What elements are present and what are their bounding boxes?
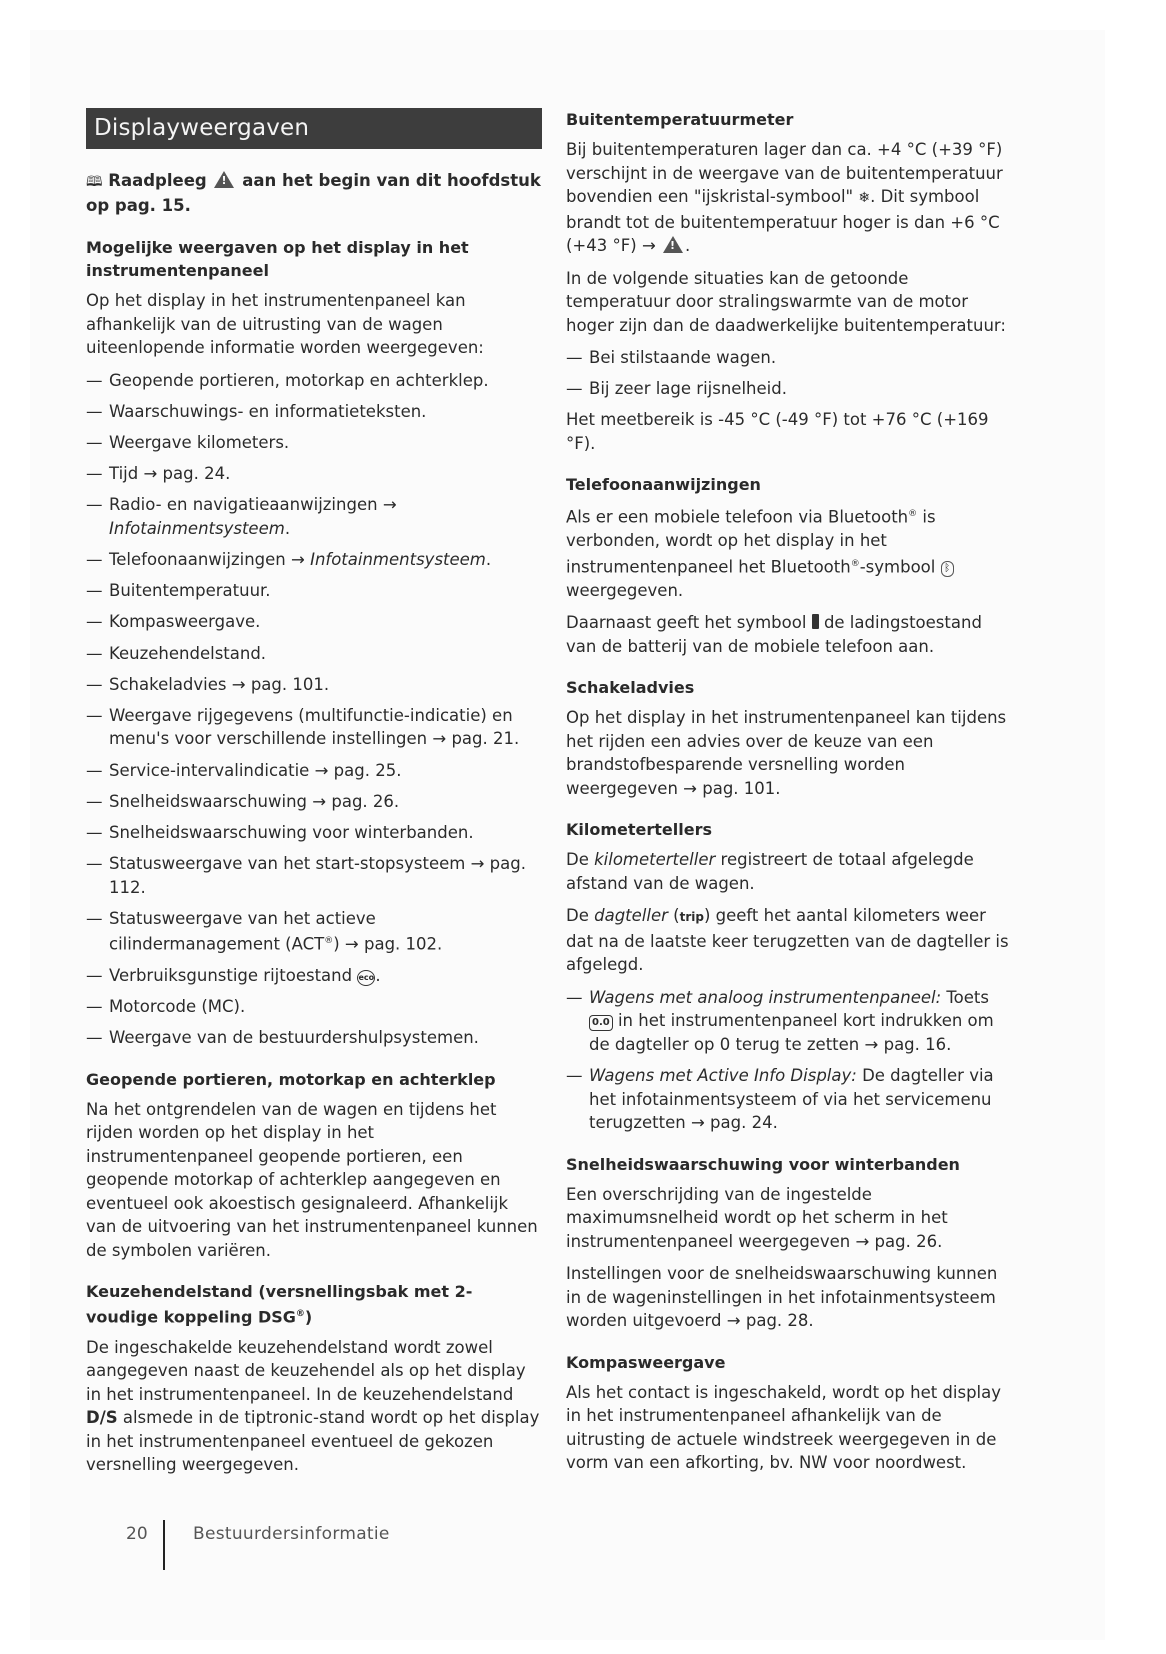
book-icon: 🕮: [86, 174, 103, 190]
odo-list: [566, 986, 1014, 1135]
manual-page: [30, 30, 1105, 1640]
phone-paragraph-2: Daarnaast geeft het symbool de ladingstoestand van de batterij van de mobiele telefoon aan.: [566, 613, 982, 656]
section-heading-possible-displays: Mogelijke weergaven op het display in het instrumentenpaneel: [86, 238, 469, 280]
list-item: — Service-intervalindicatie → pag. 25.: [86, 759, 542, 783]
page-number: 20: [126, 1524, 148, 1544]
footer-divider: [163, 1520, 165, 1570]
list-item: — Bei stilstaande wagen.: [566, 346, 1014, 370]
page-link[interactable]: pag. 26.: [874, 1231, 943, 1251]
arrow-icon: →: [291, 549, 305, 569]
arrow-icon: →: [143, 464, 158, 484]
page-link[interactable]: pag. 101.: [250, 674, 330, 694]
page-link[interactable]: pag. 101.: [702, 778, 781, 798]
page-link[interactable]: pag. 26.: [331, 791, 400, 811]
list-item: — Waarschuwings- en informatieteksten.: [86, 400, 542, 424]
arrow-icon: →: [641, 236, 656, 255]
list-item: — Geopende portieren, motorkap en achterklep.: [86, 369, 542, 393]
temp-list: [566, 346, 1014, 401]
display-list: [86, 369, 542, 1050]
list-item: — Verbruiksgunstige rijtoestand eco.: [86, 964, 542, 988]
arrow-icon: →: [231, 674, 246, 694]
cross-reference-link[interactable]: Infotainmentsysteem: [109, 518, 285, 538]
temp-paragraph-3: Het meetbereik is -45 °C (-49 °F) tot +76 °C (+169 °F).: [566, 410, 989, 453]
compass-paragraph: Als het contact is ingeschakeld, wordt op het display in het instrumentenpaneel afhankelijk van de uitrusting de actuele windstreek weergegeven in de vorm van een afkorting, bv. NW voor noordwest.: [566, 1382, 1002, 1473]
list-item: — Radio- en navigatieaanwijzingen → Infotainmentsysteem.: [86, 493, 542, 540]
list-item: — Schakeladvies → pag. 101.: [86, 673, 542, 697]
arrow-icon: →: [690, 1113, 705, 1133]
section-heading-winter-tyres: Snelheidswaarschuwing voor winterbanden: [566, 1154, 960, 1174]
warning-triangle-icon: [214, 171, 234, 188]
list-item: — Bij zeer lage rijsnelheid.: [566, 377, 1014, 401]
page-link[interactable]: pag. 21.: [451, 729, 520, 749]
arrow-icon: →: [432, 729, 447, 749]
section-body-doors: Na het ontgrendelen van de wagen en tijdens het rijden worden op het display in het instrumentenpaneel geopende portieren, een geopende motorkap of achterklep aangegeven en eventueel ook akoestisch gesignaleerd. Afhankelijk van de uitvoering van het instrumentenpaneel kunnen de symbolen variëren.: [86, 1099, 538, 1260]
winter-paragraph-2: Instellingen voor de snelheidswaarschuwing kunnen in de wageninstellingen in het infotainmentsysteem worden uitgevoerd → pag. 28.: [566, 1264, 998, 1331]
page-link[interactable]: pag. 24.: [162, 464, 231, 484]
section-heading-temperature: Buitentemperatuurmeter: [566, 110, 794, 129]
list-item: — Weergave rijgegevens (multifunctie-indicatie) en menu's voor verschillende instellingen → pag. 21.: [86, 704, 542, 751]
arrow-icon: →: [314, 760, 329, 780]
page-link[interactable]: pag. 102.: [363, 934, 443, 954]
reset-key-icon: 0.0: [589, 1015, 613, 1031]
page-link[interactable]: pag. 112.: [109, 854, 526, 897]
list-item: — Buitentemperatuur.: [86, 579, 542, 603]
section-heading-odometer: Kilometertellers: [566, 820, 713, 840]
section-heading-doors: Geopende portieren, motorkap en achterklep: [86, 1069, 496, 1089]
list-item: — Keuzehendelstand.: [86, 642, 542, 666]
warning-triangle-icon[interactable]: [663, 236, 683, 253]
snowflake-icon: ❄: [858, 190, 871, 206]
battery-icon: [812, 614, 819, 629]
section-intro: Op het display in het instrumentenpaneel kan afhankelijk van de uitrusting van de wagen uiteenlopende informatie worden weergegeven:: [86, 291, 484, 357]
chapter-banner: Displayweergaven: [86, 108, 542, 149]
list-item: — Weergave kilometers.: [86, 431, 542, 455]
list-item: — Wagens met Active Info Display: De dagteller via het infotainmentsysteem of via het servicemenu terugzetten → pag. 24.: [566, 1064, 1014, 1135]
arrow-icon: →: [344, 934, 359, 954]
list-item: — Snelheidswaarschuwing → pag. 26.: [86, 790, 542, 814]
list-item: — Snelheidswaarschuwing voor winterbanden.: [86, 821, 542, 845]
arrow-icon: →: [683, 778, 697, 798]
temp-paragraph-2: In de volgende situaties kan de getoonde temperatuur door stralingswarmte van de motor hoger zijn dan de daadwerkelijke buitentemperatuur:: [566, 268, 1006, 335]
section-body-gear-selector: De ingeschakelde keuzehendelstand wordt zowel aangegeven naast de keuzehendel als op het display in het instrumentenpaneel. In de keuzehendelstand D/S alsmede in de tiptronic-stand wordt op het display in het instrumentenpaneel eventueel de gekozen versnelling weergegeven.: [86, 1337, 540, 1475]
section-heading-compass: Kompasweergave: [566, 1352, 726, 1372]
footer-chapter-title: Bestuurdersinformatie: [193, 1524, 390, 1544]
list-item: — Tijd → pag. 24.: [86, 462, 542, 486]
right-column: [566, 108, 1014, 1484]
list-item: — Weergave van de bestuurdershulpsystemen.: [86, 1026, 542, 1050]
note-page-link[interactable]: aan het begin van dit hoofdstuk op pag. 15.: [86, 171, 541, 215]
list-item: — Telefoonaanwijzingen → Infotainmentsysteem.: [86, 548, 542, 572]
section-heading-shift: Schakeladvies: [566, 678, 695, 698]
list-item: — Motorcode (MC).: [86, 995, 542, 1019]
arrow-icon: →: [855, 1231, 870, 1251]
odo-paragraph-1: De kilometerteller registreert de totaal afgelegde afstand van de wagen.: [566, 850, 974, 893]
list-item: — Statusweergave van het actieve cilindermanagement (ACT®) → pag. 102.: [86, 907, 542, 957]
arrow-icon: →: [470, 854, 485, 874]
section-heading-phone: Telefoonaanwijzingen: [566, 475, 761, 495]
bluetooth-icon: ᛒ: [941, 561, 954, 577]
arrow-icon: →: [382, 495, 397, 515]
safety-note: 🕮 Raadpleeg ! aan het begin van dit hoofdstuk op pag. 15.: [86, 169, 542, 217]
arrow-icon: →: [312, 791, 327, 811]
page-link[interactable]: pag. 28.: [745, 1311, 814, 1331]
temp-paragraph-1: Bij buitentemperaturen lager dan ca. +4 °C (+39 °F) verschijnt in de weergave van de buitentemperatuur bovendien een "ijskristal-symbool" ❄. Dit symbool brandt tot de buitentemperatuur hoger is dan +6 °C (+43 °F) → ! .: [566, 138, 1014, 258]
odo-paragraph-2: De dagteller (trip) geeft het aantal kilometers weer dat na de laatste keer terugzetten van de dagteller is afgelegd.: [566, 906, 1009, 975]
arrow-icon: →: [864, 1034, 879, 1054]
page-link[interactable]: pag. 16.: [883, 1034, 952, 1054]
section-heading-gear-selector: Keuzehendelstand (versnellingsbak met 2-voudige koppeling DSG®): [86, 1282, 473, 1327]
left-column: [86, 108, 542, 1486]
page-link[interactable]: pag. 25.: [333, 760, 402, 780]
list-item: — Wagens met analoog instrumentenpaneel: Toets 0.0 in het instrumentenpaneel kort indrukken om de dagteller op 0 terug te zetten → pag. 16.: [566, 986, 1014, 1057]
list-item: — Kompasweergave.: [86, 610, 542, 634]
arrow-icon: →: [726, 1311, 741, 1331]
trip-label: trip: [679, 910, 704, 925]
winter-paragraph-1: Een overschrijding van de ingestelde maximumsnelheid wordt op het scherm in het instrumentenpaneel weergegeven → pag. 26.: [566, 1184, 948, 1251]
phone-paragraph-1: Als er een mobiele telefoon via Bluetooth® is verbonden, wordt op het display in het instrumentenpaneel het Bluetooth®-symbool ᛒ weergegeven.: [566, 503, 1014, 602]
cross-reference-link[interactable]: Infotainmentsysteem: [310, 549, 486, 569]
page-link[interactable]: pag. 24.: [710, 1113, 778, 1133]
eco-icon: eco: [357, 970, 375, 986]
shift-paragraph: Op het display in het instrumentenpaneel kan tijdens het rijden een advies over de keuze van een brandstofbesparende versnelling worden weergegeven → pag. 101.: [566, 708, 1007, 798]
list-item: — Statusweergave van het start-stopsysteem → pag. 112.: [86, 852, 542, 899]
